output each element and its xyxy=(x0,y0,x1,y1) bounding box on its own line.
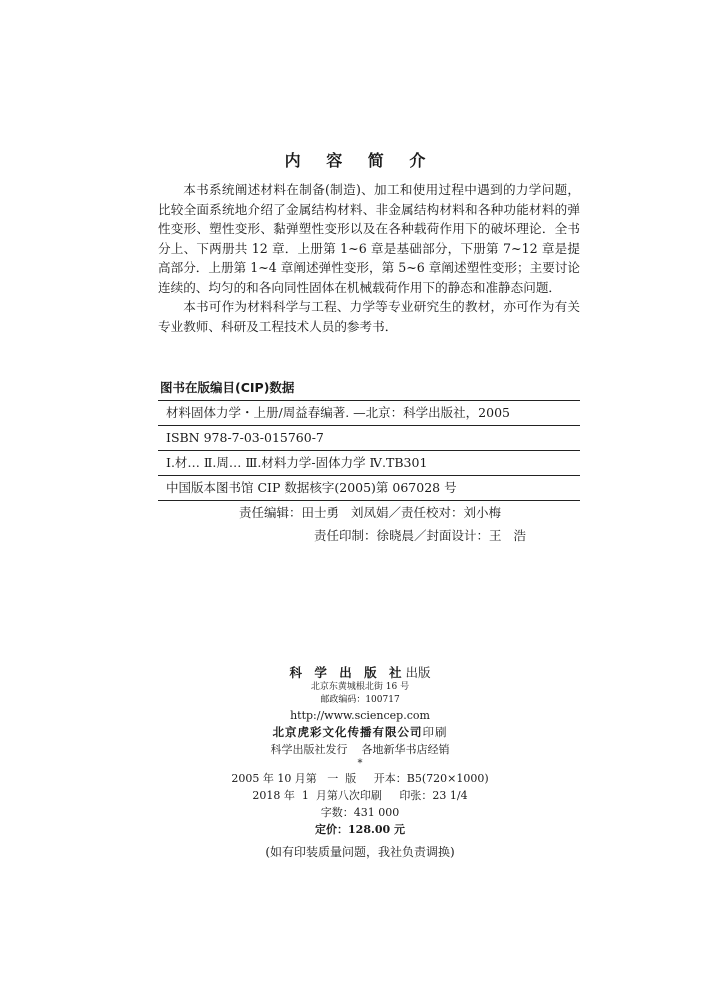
edition-line: 2005 年 10 月第 一 版 开本：B5(720×1000) xyxy=(231,772,489,785)
production-credits: 责任印制：徐晓晨／封面设计：王 浩 xyxy=(314,528,526,543)
cip-row: Ⅰ.材… Ⅱ.周… Ⅲ.材料力学-固体力学 Ⅳ.TB301 xyxy=(158,451,580,476)
printer-line xyxy=(0,724,720,741)
publisher-address: 北京东黄城根北街 16 号 xyxy=(310,682,410,692)
printing-line: 2018 年 1 月第八次印刷 印张：23 1/4 xyxy=(252,789,468,802)
publisher-postcode: 邮政编码：100717 xyxy=(320,695,400,705)
cip-header: 图书在版编目(CIP)数据 xyxy=(158,378,580,401)
colophon xyxy=(0,664,720,861)
cip-block xyxy=(158,378,580,501)
distribution-line: 科学出版社发行 各地新华书店经销 xyxy=(270,743,450,756)
cip-row: ISBN 978-7-03-015760-7 xyxy=(158,426,580,451)
summary-title: 内 容 简 介 xyxy=(284,151,436,170)
printer-suffix: 印刷 xyxy=(422,725,448,739)
summary-paragraph: 本书系统阐述材料在制备(制造)、加工和使用过程中遇到的力学问题，比较全面系统地介绍了金属结构材料、非金属结构材料和各种功能材料的弹性变形、塑性变形、黏弹塑性变形以及在各种载荷作用下的破坏理论．全书分上、下两册共 12 章．上册第 1~6 章是基础部分，下册第 7~12 章是提高部分．上册第 1~4 章阐述弹性变形，第 5~6 章阐述塑性变形；主要讨论连续的、均匀的和各向同性固体在机械载荷作用下的静态和准静态问题． xyxy=(158,182,580,295)
publisher-website: http://www.sciencep.com xyxy=(290,709,430,722)
quality-notice: (如有印装质量问题，我社负责调换) xyxy=(265,845,455,859)
publisher-suffix: 出版 xyxy=(405,665,431,680)
publisher-line xyxy=(0,664,720,681)
summary-paragraph: 本书可作为材料科学与工程、力学等专业研究生的教材，亦可作为有关专业教师、科研及工程技术人员的参考书． xyxy=(158,299,580,334)
summary-body xyxy=(158,180,580,336)
editor-credits: 责任编辑：田士勇 刘凤娟／责任校对：刘小梅 xyxy=(239,505,501,520)
separator-star: * xyxy=(357,758,363,769)
printer-name: 北京虎彩文化传播有限公司 xyxy=(272,725,423,739)
cip-row: 材料固体力学・上册/周益春编著. —北京：科学出版社，2005 xyxy=(158,401,580,426)
cip-row: 中国版本图书馆 CIP 数据核字(2005)第 067028 号 xyxy=(158,476,580,501)
word-count: 字数：431 000 xyxy=(320,806,400,819)
publisher-name: 科 学 出 版 社 xyxy=(289,665,406,680)
price: 定价：128.00 元 xyxy=(315,823,405,836)
